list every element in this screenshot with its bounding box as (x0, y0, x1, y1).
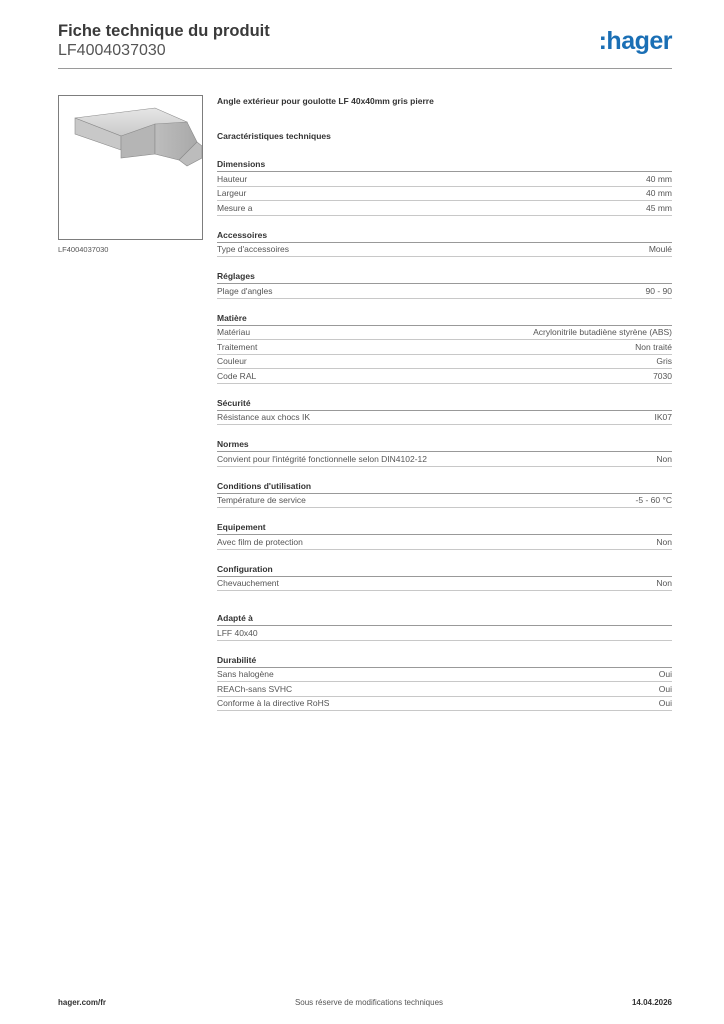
section-equipement (217, 522, 672, 550)
spec-label: REACh-sans SVHC (217, 683, 293, 694)
spec-value: Moulé (648, 244, 672, 255)
specifications (217, 96, 672, 711)
spec-value: 90 - 90 (645, 285, 672, 296)
spec-value: 40 mm (646, 173, 672, 184)
spec-label: Convient pour l'intégrité fonctionnelle selon DIN4102-12 (217, 453, 428, 464)
spec-label: Mesure a (217, 202, 253, 213)
hager-logo: :hager (598, 27, 672, 55)
spec-row (217, 682, 672, 697)
spec-row (217, 187, 672, 202)
section-matiere (217, 313, 672, 384)
spec-value: Oui (658, 669, 672, 680)
spec-row (217, 172, 672, 187)
section-dimensions (217, 159, 672, 216)
spec-value: Oui (658, 698, 672, 709)
footer-date: 14.04.2026 (631, 998, 672, 1007)
spec-row (217, 284, 672, 299)
spec-label: Conforme à la directive RoHS (217, 698, 330, 709)
spec-value: Non (656, 536, 672, 547)
section-title: Matière (217, 313, 672, 326)
section-normes (217, 439, 672, 467)
spec-value: Oui (658, 683, 672, 694)
spec-label: Chevauchement (217, 578, 279, 589)
spec-row (217, 411, 672, 426)
spec-row (217, 326, 672, 341)
header-divider (58, 68, 672, 69)
spec-value: Gris (656, 356, 672, 367)
spec-row (217, 668, 672, 683)
spec-value: IK07 (654, 412, 672, 423)
spec-row (217, 577, 672, 592)
section-securite (217, 398, 672, 426)
section-title: Normes (217, 439, 672, 452)
spec-value: Non (656, 578, 672, 589)
spec-value: 40 mm (646, 188, 672, 199)
spec-row (217, 535, 672, 550)
spec-value: Non traité (635, 341, 672, 352)
spec-label: Largeur (217, 188, 247, 199)
spec-value: Non (656, 453, 672, 464)
spec-row (217, 369, 672, 384)
section-title: Dimensions (217, 159, 672, 172)
spec-value: Acrylonitrile butadiène styrène (ABS) (533, 327, 672, 338)
spec-label: Hauteur (217, 173, 248, 184)
spec-label: Code RAL (217, 370, 257, 381)
spec-label: Avec film de protection (217, 536, 303, 547)
section-title: Adapté à (217, 613, 672, 626)
product-name: Angle extérieur pour goulotte LF 40x40mm gris pierre (217, 96, 434, 106)
spec-label: Plage d'angles (217, 285, 273, 296)
section-reglages (217, 271, 672, 299)
product-image (58, 95, 203, 240)
section-title: Configuration (217, 564, 672, 577)
section-title: Sécurité (217, 398, 672, 411)
section-accessoires (217, 230, 672, 258)
page-footer (58, 998, 672, 1007)
spec-row (217, 201, 672, 216)
page-header (58, 22, 270, 60)
section-adapte-a (217, 613, 672, 641)
corner-angle-illustration (59, 96, 202, 239)
section-title: Conditions d'utilisation (217, 481, 672, 494)
spec-label: LFF 40x40 (217, 627, 258, 638)
footer-notice: Sous réserve de modifications techniques (294, 998, 444, 1007)
spec-row (217, 243, 672, 258)
spec-label: Résistance aux chocs IK (217, 412, 311, 423)
section-title: Accessoires (217, 230, 672, 243)
spec-label: Matériau (217, 327, 251, 338)
spec-row (217, 340, 672, 355)
spec-row (217, 494, 672, 509)
section-durabilite (217, 655, 672, 712)
spec-label: Type d'accessoires (217, 244, 290, 255)
section-conditions-utilisation (217, 481, 672, 509)
section-title: Equipement (217, 522, 672, 535)
footer-website: hager.com/fr (58, 998, 107, 1007)
spec-value: 7030 (653, 370, 672, 381)
spec-row (217, 626, 672, 641)
spec-label: Traitement (217, 341, 258, 352)
section-title: Durabilité (217, 655, 672, 668)
spec-label: Couleur (217, 356, 247, 367)
spec-value: 45 mm (646, 202, 672, 213)
spec-row (217, 452, 672, 467)
tech-characteristics-title: Caractéristiques techniques (217, 131, 331, 141)
spec-value: -5 - 60 °C (635, 495, 672, 506)
spec-label: Température de service (217, 495, 306, 506)
spec-row (217, 355, 672, 370)
section-title: Réglages (217, 271, 672, 284)
section-configuration (217, 564, 672, 592)
product-reference: LF4004037030 (58, 42, 166, 59)
image-caption: LF4004037030 (58, 245, 109, 254)
spec-label: Sans halogène (217, 669, 274, 680)
page-title: Fiche technique du produit (58, 22, 270, 40)
spec-row (217, 697, 672, 712)
